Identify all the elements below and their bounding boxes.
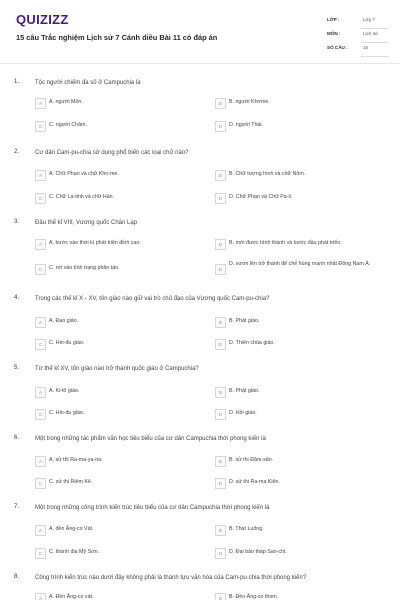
question-text: Tộc người chiếm đa số ở Campuchia là xyxy=(35,80,141,86)
option-text: B. người Khơme. xyxy=(229,99,270,105)
option-text: C. thánh địa Mỹ Sơn. xyxy=(49,549,99,555)
option-key: D xyxy=(215,548,226,559)
question-number: 2. xyxy=(14,149,20,155)
question-number: 1. xyxy=(14,79,20,85)
question-number: 7. xyxy=(14,504,20,510)
option-text: C. sử thi Riêm Kê. xyxy=(49,479,93,485)
meta-label: LỚP : xyxy=(327,17,340,22)
option-text: C. rơi vào tình trạng phân tán. xyxy=(49,265,120,271)
option-text: B. mới được hình thành và bước đầu phát triển. xyxy=(229,240,342,246)
question-number: 5. xyxy=(14,365,20,371)
meta-row-count xyxy=(327,43,389,57)
option-text: C. Hin-đu giáo. xyxy=(49,340,85,346)
option-key: B xyxy=(215,387,226,398)
option-text: A. đền Ăng-co Vát. xyxy=(49,526,94,532)
option-text: B. Chữ tượng hình và chữ Nôm. xyxy=(229,171,306,177)
option-text: A. bước vào thời kì phát triển đỉnh cao. xyxy=(49,240,141,246)
option-key: B xyxy=(215,98,226,109)
option-key: D xyxy=(215,339,226,350)
meta-label: SỐ CÂU : xyxy=(327,45,348,50)
option-text: B. Đền Ăng-co thom. xyxy=(229,594,279,600)
option-key: A xyxy=(35,387,46,398)
question-text: Cư dân Cam-pu-chia sử dụng phổ biến các loại chữ nào? xyxy=(35,150,189,156)
option-text: C. người Chăm. xyxy=(49,122,87,128)
option-key: B xyxy=(215,317,226,328)
option-text: D. sử thi Ra-ma Kiên. xyxy=(229,479,280,485)
meta-underline xyxy=(361,56,389,57)
question-text: Từ thế kỉ XV, tôn giáo nào trở thành quốc giáo ở Campuchia? xyxy=(35,366,199,372)
option-key: C xyxy=(35,121,46,132)
option-text: D. Hồi giáo. xyxy=(229,410,257,416)
question-text: Công trình kiến trúc nào dưới đây không phải là thành tựu văn hóa của Cam-pu-chia thời phong kiến? xyxy=(35,575,307,581)
option-key: D xyxy=(215,193,226,204)
option-text: D. Thiên chúa giáo. xyxy=(229,340,275,346)
option-key: A xyxy=(35,456,46,467)
option-key: C xyxy=(35,548,46,559)
option-key: D xyxy=(215,409,226,420)
option-text: C. Hin-đu giáo. xyxy=(49,410,85,416)
option-key: C xyxy=(35,264,46,275)
worksheet-header xyxy=(0,0,400,62)
option-text: C. Chữ La-tinh và chữ Hán. xyxy=(49,194,115,200)
option-text: B. Phật giáo. xyxy=(229,318,260,324)
option-key: B xyxy=(215,456,226,467)
option-key: A xyxy=(35,98,46,109)
option-text: A. người Môn. xyxy=(49,99,83,105)
question-number: 3. xyxy=(14,219,20,225)
question-number: 8. xyxy=(14,574,20,580)
option-key: B xyxy=(215,525,226,536)
meta-row-subject xyxy=(327,29,389,43)
option-text: B. Thạt Luổng. xyxy=(229,526,264,532)
option-key: B xyxy=(215,239,226,250)
option-text: D. người Thái. xyxy=(229,122,264,128)
quizizz-logo: QUIZIZZ xyxy=(16,12,69,27)
option-key: C xyxy=(35,478,46,489)
question-text: Đầu thế kỉ VIII, Vương quốc Chân Lạp xyxy=(35,220,138,226)
option-text: D. Chữ Phạn và Chữ Pa-li. xyxy=(229,194,293,200)
option-key: B xyxy=(215,170,226,181)
option-key: A xyxy=(35,239,46,250)
question-text: Một trong những tác phẩm văn học tiêu biểu của cư dân Campuchia thời phong kiến là xyxy=(35,436,266,442)
question-number: 4. xyxy=(14,295,20,301)
meta-value: Lớp 7 xyxy=(363,17,375,22)
option-text: D. Đại bảo tháp San-chi. xyxy=(229,549,287,555)
option-key: A xyxy=(35,170,46,181)
option-key: D xyxy=(215,478,226,489)
question-text: Một trong những công trình kiến trúc tiêu biểu của cư dân Campuchia thời phong kiến là xyxy=(35,505,270,511)
meta-value: Lịch sử xyxy=(363,31,379,36)
option-text: A. sử thi Ra-ma-ya-na. xyxy=(49,457,103,463)
option-text: B. sử thi Đăm-săn. xyxy=(229,457,274,463)
header-divider xyxy=(0,63,400,64)
question-text: Trong các thế kỉ X - XV, tôn giáo nào giữ vai trò chủ đạo của Vương quốc Cam-pu-chia? xyxy=(35,296,270,302)
meta-panel xyxy=(327,15,389,57)
option-key: C xyxy=(35,339,46,350)
option-key: B xyxy=(215,593,226,600)
option-key: D xyxy=(215,121,226,132)
meta-value: 15 xyxy=(363,45,369,50)
option-text: B. Phật giáo. xyxy=(229,388,260,394)
option-text: A. Chữ Phạn và chữ Kho-me. xyxy=(49,171,119,177)
option-text: D. vươn lên trở thành đế chế hùng mạnh nhất Đông Nam Á. xyxy=(229,261,371,267)
worksheet-title: 15 câu Trắc nghiệm Lịch sử 7 Cánh diều Bài 11 có đáp án xyxy=(16,33,218,42)
option-text: A. Ki-tô giáo. xyxy=(49,388,80,394)
option-key: A xyxy=(35,317,46,328)
question-number: 6. xyxy=(14,435,20,441)
option-key: C xyxy=(35,409,46,420)
option-key: C xyxy=(35,193,46,204)
meta-label: MÔN : xyxy=(327,31,341,36)
option-key: D xyxy=(215,264,226,275)
option-text: A. Đền Ăng-co vát. xyxy=(49,594,94,600)
meta-row-grade xyxy=(327,15,389,29)
option-key: A xyxy=(35,525,46,536)
option-text: A. Đạo giáo. xyxy=(49,318,79,324)
option-key: A xyxy=(35,593,46,600)
